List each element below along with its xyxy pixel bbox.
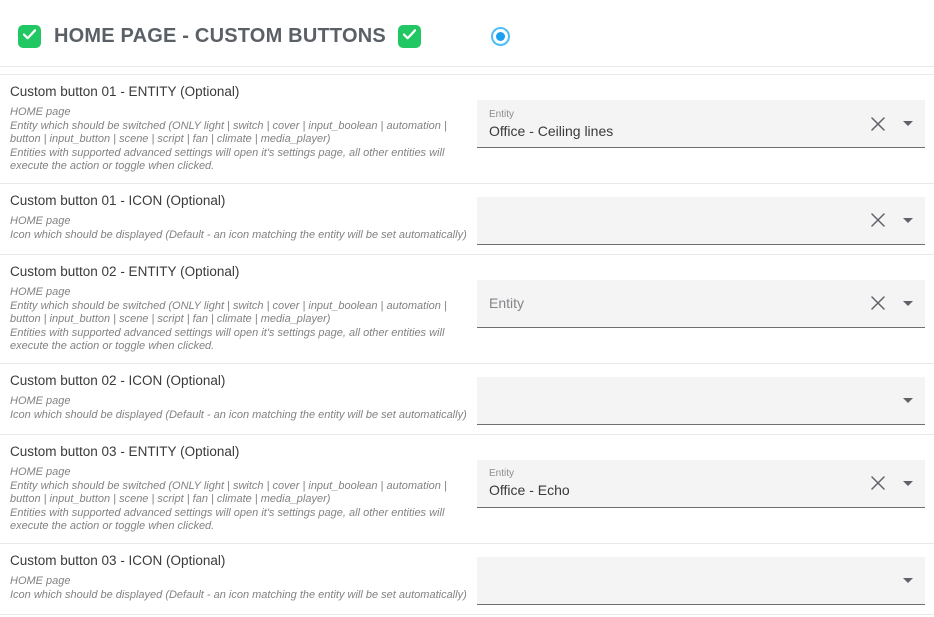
section-text: [10, 264, 472, 354]
section-description-line: Entity which should be switched (ONLY light | switch | cover | input_boolean | automation | button | input_button | scene | script | fan | climate | media_player): [10, 119, 447, 146]
section-description-line: HOME page: [10, 285, 71, 298]
header-checkbox-left[interactable]: [18, 25, 41, 48]
dropdown-caret-icon[interactable]: [903, 398, 913, 403]
custom-button-02-entity-select[interactable]: [477, 280, 925, 328]
custom-button-01-icon-select[interactable]: [477, 197, 925, 245]
section-description-line: Icon which should be displayed (Default - an icon matching the entity will be set automatically): [10, 228, 467, 241]
section-field-column: [472, 264, 920, 328]
section-custom-button-03-entity: [0, 435, 934, 544]
section-title: Custom button 03 - ENTITY (Optional): [10, 443, 240, 459]
section-custom-button-03-icon: [0, 544, 934, 615]
clear-icon[interactable]: [870, 212, 886, 228]
section-description-line: Entities with supported advanced settings will open it's settings page, all other entities will execute the action or toggle when clicked.: [10, 146, 445, 173]
section-description-line: Icon which should be displayed (Default - an icon matching the entity will be set automatically): [10, 408, 467, 421]
dropdown-caret-icon[interactable]: [903, 481, 913, 486]
field-value: Office - Ceiling lines: [489, 122, 614, 139]
field-placeholder: Entity: [489, 295, 525, 312]
clear-icon[interactable]: [870, 475, 886, 491]
check-icon: [23, 27, 36, 45]
section-description-line: HOME page: [10, 574, 71, 587]
section-description-line: Icon which should be displayed (Default - an icon matching the entity will be set automatically): [10, 588, 467, 601]
section-description-line: Entities with supported advanced settings will open it's settings page, all other entities will execute the action or toggle when clicked.: [10, 506, 445, 533]
dropdown-caret-icon[interactable]: [903, 301, 913, 306]
field-icons: [870, 295, 913, 311]
section-field-column: [472, 84, 920, 148]
radio-button-selected[interactable]: [491, 27, 510, 46]
check-icon: [403, 27, 416, 45]
dropdown-caret-icon[interactable]: [903, 578, 913, 583]
field-text: [489, 468, 570, 498]
field-icons: [886, 398, 913, 403]
section-title: Custom button 02 - ENTITY (Optional): [10, 263, 240, 279]
clear-icon[interactable]: [870, 116, 886, 132]
radio-dot-icon: [496, 32, 505, 41]
header: [0, 0, 934, 67]
divider: [0, 67, 934, 75]
clear-icon[interactable]: [870, 295, 886, 311]
section-text: [10, 444, 472, 534]
section-description-line: Entity which should be switched (ONLY light | switch | cover | input_boolean | automation | button | input_button | scene | script | fan | climate | media_player): [10, 479, 447, 506]
section-text: [10, 193, 472, 242]
section-custom-button-02-entity: [0, 255, 934, 364]
section-description-line: HOME page: [10, 394, 71, 407]
page-title: HOME PAGE - CUSTOM BUTTONS: [54, 24, 386, 47]
section-title: Custom button 02 - ICON (Optional): [10, 372, 226, 388]
field-label: Entity: [489, 108, 515, 120]
section-description-line: Entity which should be switched (ONLY light | switch | cover | input_boolean | automation | button | input_button | scene | script | fan | climate | media_player): [10, 299, 447, 326]
custom-button-03-icon-select[interactable]: [477, 557, 925, 605]
section-custom-button-01-icon: [0, 184, 934, 255]
section-description-line: HOME page: [10, 465, 71, 478]
section-field-column: [472, 553, 920, 605]
section-title: Custom button 01 - ICON (Optional): [10, 192, 226, 208]
field-text: [489, 109, 613, 139]
section-field-column: [472, 193, 920, 245]
field-value: Office - Echo: [489, 482, 570, 499]
section-description-line: HOME page: [10, 214, 71, 227]
header-checkbox-right[interactable]: [398, 25, 421, 48]
dropdown-caret-icon[interactable]: [903, 121, 913, 126]
section-custom-button-01-entity: [0, 75, 934, 184]
section-field-column: [472, 373, 920, 425]
field-icons: [870, 212, 913, 228]
field-icons: [870, 116, 913, 132]
section-title: Custom button 03 - ICON (Optional): [10, 552, 226, 568]
field-icons: [870, 475, 913, 491]
section-text: [10, 373, 472, 422]
section-field-column: [472, 444, 920, 508]
field-icons: [886, 578, 913, 583]
custom-button-03-entity-select[interactable]: [477, 460, 925, 508]
section-text: [10, 553, 472, 602]
field-label: Entity: [489, 468, 515, 480]
section-description-line: Entities with supported advanced settings will open it's settings page, all other entities will execute the action or toggle when clicked.: [10, 326, 445, 353]
dropdown-caret-icon[interactable]: [903, 218, 913, 223]
custom-button-01-entity-select[interactable]: [477, 100, 925, 148]
section-title: Custom button 01 - ENTITY (Optional): [10, 84, 240, 99]
custom-button-02-icon-select[interactable]: [477, 377, 925, 425]
section-description-line: HOME page: [10, 106, 71, 118]
section-custom-button-02-icon: [0, 364, 934, 435]
section-text: [10, 84, 472, 174]
